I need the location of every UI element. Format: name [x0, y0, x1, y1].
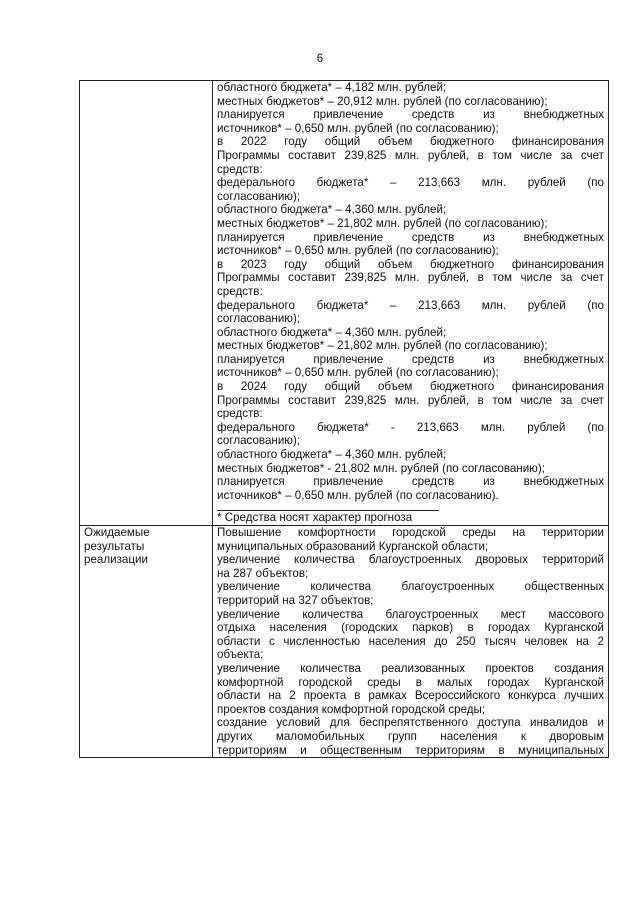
funding-text-line: Программы составит 239,825 млн. рублей, в том числе за счет	[217, 393, 604, 407]
expected-results-label-line: результаты	[84, 539, 145, 553]
expected-results-line: комфортной городской среды в малых городах Курганской	[217, 675, 604, 689]
expected-results-label-line: реализации	[84, 553, 148, 567]
expected-results-line: Повышение комфортности городской среды на территории	[217, 526, 604, 539]
funding-content-cell	[213, 81, 609, 526]
expected-results-line: области с численностью населения до 250 тысяч человек на 2	[217, 634, 604, 648]
expected-results-line: других маломобильных групп населения к дворовым	[217, 729, 604, 743]
funding-text-line: областного бюджета* – 4,182 млн. рублей;	[217, 81, 447, 94]
expected-results-line: создание условий для беспрепятственного доступа инвалидов и	[217, 716, 604, 730]
funding-label-cell	[80, 81, 213, 526]
funding-text-line: в 2022 году общий объем бюджетного финансирования	[217, 135, 604, 149]
funding-text-line: федерального бюджета* - 213,663 млн. рублей (по	[217, 420, 604, 434]
expected-results-text	[217, 526, 604, 757]
expected-results-line: увеличение количества благоустроенных мест массового	[217, 607, 604, 621]
funding-text-line: средств:	[217, 407, 263, 421]
funding-row	[80, 81, 609, 526]
expected-results-line: отдыха населения (городских парков) в городах Курганской	[217, 621, 604, 635]
funding-text-line: источников* – 0,650 млн. рублей (по согласованию);	[217, 121, 499, 135]
expected-results-content-cell	[213, 526, 609, 758]
expected-results-line: муниципальных образований Курганской области;	[217, 539, 489, 553]
funding-text-line: планируется привлечение средств из внебюджетных	[217, 352, 604, 366]
expected-results-line: увеличение количества благоустроенных дворовых территорий	[217, 553, 604, 567]
passport-table	[79, 80, 609, 758]
funding-text-line: областного бюджета* – 4,360 млн. рублей;	[217, 448, 447, 462]
expected-results-label-cell	[80, 526, 213, 758]
funding-text-line: областного бюджета* – 4,360 млн. рублей;	[217, 325, 447, 339]
funding-text-line: согласованию);	[217, 434, 301, 448]
expected-results-line: объекта;	[217, 648, 264, 662]
funding-text-line: Программы составит 239,825 млн. рублей, в том числе за счет	[217, 271, 604, 285]
funding-text-line: областного бюджета* – 4,360 млн. рублей;	[217, 203, 447, 217]
funding-text-line: федерального бюджета* – 213,663 млн. рублей (по	[217, 298, 604, 312]
expected-results-line: на 287 объектов;	[217, 566, 309, 580]
funding-text-line: средств:	[217, 284, 263, 298]
expected-results-label-line: Ожидаемые	[84, 526, 150, 539]
funding-text-line: местных бюджетов* - 21,802 млн. рублей (по согласованию);	[217, 461, 545, 475]
funding-text-line: Программы составит 239,825 млн. рублей, в том числе за счет	[217, 148, 604, 162]
funding-text-line: планируется привлечение средств из внебюджетных	[217, 108, 604, 122]
funding-text-line: средств:	[217, 162, 263, 176]
funding-text	[217, 81, 604, 502]
funding-text-line: источников* – 0,650 млн. рублей (по согласованию);	[217, 244, 499, 258]
expected-results-line: области на 2 проекта в рамках Всероссийского конкурса лучших	[217, 689, 604, 703]
funding-text-line: местных бюджетов* – 21,802 млн. рублей (по согласованию);	[217, 216, 548, 230]
expected-results-label	[84, 526, 208, 567]
expected-results-line: увеличение количества благоустроенных общественных	[217, 580, 604, 594]
funding-text-line: согласованию);	[217, 189, 301, 203]
funding-text-line: местных бюджетов* – 21,802 млн. рублей (по согласованию);	[217, 339, 548, 353]
expected-results-line: территориям и общественным территориям в муниципальных	[217, 743, 604, 757]
funding-text-line: в 2023 году общий объем бюджетного финансирования	[217, 257, 604, 271]
funding-text-line: местных бюджетов* – 20,912 млн. рублей (по согласованию);	[217, 94, 548, 108]
funding-text-line: источников* – 0,650 млн. рублей (по согласованию).	[217, 488, 499, 502]
expected-results-row	[80, 526, 609, 758]
funding-text-line: планируется привлечение средств из внебюджетных	[217, 230, 604, 244]
expected-results-line: территорий на 327 объектов;	[217, 593, 374, 607]
page-number: 6	[316, 53, 324, 65]
expected-results-line: проектов создания комфортной городской среды;	[217, 702, 486, 716]
funding-text-line: федерального бюджета* – 213,663 млн. рублей (по	[217, 176, 604, 190]
funding-text-line: согласованию);	[217, 312, 301, 326]
funding-text-line: в 2024 году общий объем бюджетного финансирования	[217, 380, 604, 394]
funding-text-line: планируется привлечение средств из внебюджетных	[217, 475, 604, 489]
footnote: * Средства носят характер прогноза	[217, 511, 413, 525]
funding-text-line: источников* – 0,650 млн. рублей (по согласованию);	[217, 366, 499, 380]
expected-results-line: увеличение количества реализованных проектов создания	[217, 661, 604, 675]
